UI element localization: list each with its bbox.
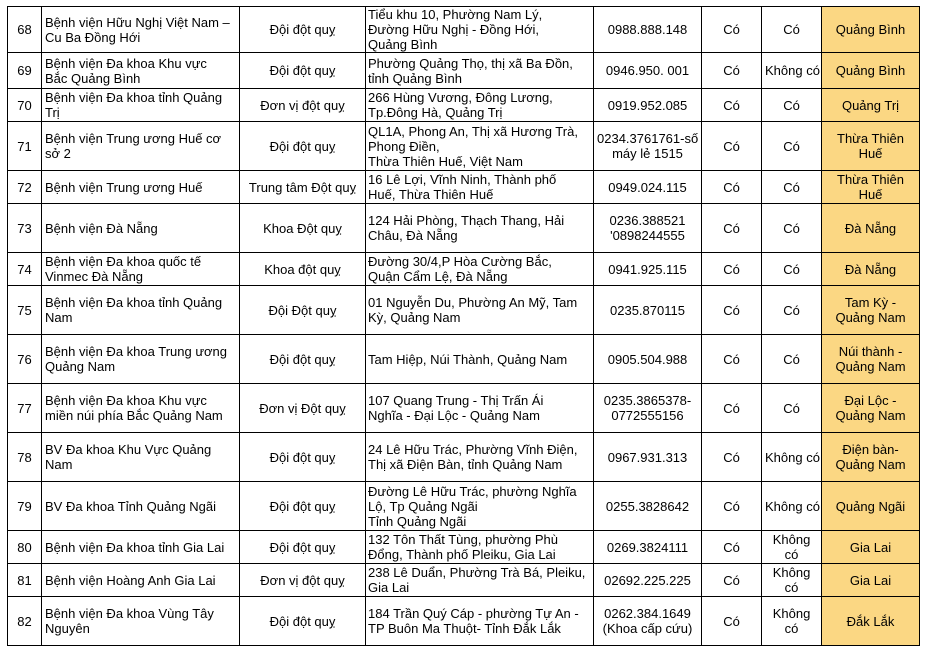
availability-col-1-cell — [702, 335, 762, 384]
hospital-name-cell — [42, 53, 240, 89]
province-line: Quảng Nam — [835, 359, 906, 374]
province-line: Đà Nẵng — [844, 220, 897, 236]
availability-col-2-cell — [762, 253, 822, 286]
hospital-name-line: Nam — [45, 457, 73, 472]
address-cell — [366, 597, 594, 646]
phone-number-line: 0772555156 — [611, 408, 684, 423]
phone-number-line: 0905.504.988 — [607, 351, 688, 367]
phone-number-cell — [594, 204, 702, 253]
availability-col-2-line: Không — [772, 532, 811, 547]
table-row — [8, 171, 920, 204]
address-line: Thừa Thiên Huế, Việt Nam — [368, 153, 523, 169]
address-cell — [366, 122, 594, 171]
province-cell — [822, 122, 920, 171]
address-cell — [366, 531, 594, 564]
stroke-unit-type-line: Đội đột quỵ — [269, 498, 336, 514]
address-cell — [366, 53, 594, 89]
hospital-name-line: Bệnh viện Trung ương Huế — [45, 179, 203, 195]
phone-number-line: 0255.3828642 — [605, 498, 690, 514]
hospital-name-line: Nguyên — [45, 621, 90, 636]
province-line: Tam Kỳ - — [844, 295, 897, 310]
table-row — [8, 286, 920, 335]
address-cell — [366, 204, 594, 253]
address-line: Gia Lai — [368, 580, 410, 595]
address-cell — [366, 564, 594, 597]
hospital-name-line: Trị — [45, 105, 60, 120]
availability-col-1-line: Có — [723, 613, 740, 629]
availability-col-2-cell — [762, 7, 822, 53]
availability-col-1-line: Có — [723, 539, 740, 555]
province-line: Huế — [858, 187, 883, 202]
stroke-unit-type-line: Đội đột quỵ — [269, 63, 336, 78]
address-line: Huế, Thừa Thiên Huế — [368, 187, 494, 202]
address-line: Lộ, Tp Quảng Ngãi — [368, 498, 478, 514]
row-number-cell: 72 — [8, 171, 42, 204]
hospital-name-line: Bệnh viện Đa khoa Trung ương — [45, 344, 228, 359]
availability-col-1-cell — [702, 286, 762, 335]
phone-number-line: 0234.3761761-số — [597, 131, 699, 146]
hospital-name-line: sở 2 — [45, 146, 71, 161]
availability-col-2-cell — [762, 384, 822, 433]
availability-col-2-cell — [762, 564, 822, 597]
address-line: 24 Lê Hữu Trác, Phường Vĩnh Điện, — [368, 442, 578, 457]
row-number-cell: 78 — [8, 433, 42, 482]
province-cell — [822, 89, 920, 122]
hospital-name-line: Bắc Quảng Bình — [45, 70, 141, 86]
province-line: Quảng Ngãi — [835, 498, 906, 514]
address-cell — [366, 433, 594, 482]
phone-number-cell — [594, 482, 702, 531]
hospital-name-cell — [42, 335, 240, 384]
address-line: Nghĩa - Đại Lộc - Quảng Nam — [368, 408, 540, 423]
stroke-unit-type-line: Đơn vị đột quỵ — [260, 97, 345, 113]
availability-col-1-cell — [702, 204, 762, 253]
phone-number-cell — [594, 433, 702, 482]
province-line: Gia Lai — [849, 572, 892, 588]
availability-col-2-cell — [762, 482, 822, 531]
availability-col-1-line: Có — [723, 97, 740, 113]
address-line: 132 Tôn Thất Tùng, phường Phù — [368, 532, 558, 547]
hospital-name-line: Bệnh viện Trung ương Huế cơ — [45, 131, 222, 146]
availability-col-2-cell — [762, 122, 822, 171]
hospital-name-cell — [42, 286, 240, 335]
stroke-unit-type-cell — [240, 253, 366, 286]
province-cell — [822, 482, 920, 531]
hospital-name-cell — [42, 384, 240, 433]
table-row — [8, 7, 920, 53]
address-line: 16 Lê Lợi, Vĩnh Ninh, Thành phố — [368, 172, 557, 187]
availability-col-2-cell — [762, 531, 822, 564]
stroke-unit-type-line: Khoa đột quỵ — [264, 261, 341, 277]
stroke-unit-type-cell — [240, 204, 366, 253]
phone-number-cell — [594, 122, 702, 171]
phone-number-line: 0236.388521 — [609, 213, 686, 228]
stroke-unit-type-cell — [240, 531, 366, 564]
availability-col-1-cell — [702, 53, 762, 89]
availability-col-2-line: Có — [783, 97, 800, 113]
hospital-name-line: BV Đa khoa Tỉnh Quảng Ngãi — [45, 498, 217, 514]
hospital-name-cell — [42, 433, 240, 482]
address-line: Đường Lê Hữu Trác, phường Nghĩa — [368, 483, 577, 499]
phone-number-line: 0967.931.313 — [607, 449, 688, 465]
table-body — [8, 7, 920, 646]
address-line: Tam Hiệp, Núi Thành, Quảng Nam — [368, 351, 568, 367]
province-line: Quảng Nam — [835, 310, 906, 325]
province-cell — [822, 384, 920, 433]
stroke-unit-type-cell — [240, 597, 366, 646]
availability-col-1-line: Có — [723, 261, 740, 277]
address-line: Đổng, Thành phố Pleiku, Gia Lai — [368, 547, 556, 562]
hospital-name-cell — [42, 204, 240, 253]
row-number-cell: 77 — [8, 384, 42, 433]
availability-col-2-line: Có — [783, 400, 800, 416]
hospital-name-cell — [42, 122, 240, 171]
table-row — [8, 122, 920, 171]
address-cell — [366, 482, 594, 531]
availability-col-1-line: Có — [723, 351, 740, 367]
hospital-name-line: Bệnh viện Hoàng Anh Gia Lai — [45, 572, 216, 588]
hospital-name-line: Quảng Nam — [45, 359, 116, 374]
hospital-name-line: Bệnh viện Đà Nẵng — [45, 220, 158, 236]
province-line: Huế — [858, 146, 883, 161]
phone-number-line: máy lẻ 1515 — [612, 146, 683, 161]
phone-number-line: 0919.952.085 — [607, 97, 688, 113]
hospital-name-line: Bệnh viện Đa khoa tỉnh Gia Lai — [45, 539, 225, 555]
hospital-name-line: Cu Ba Đồng Hới — [45, 29, 141, 45]
availability-col-2-line: Không có — [765, 449, 820, 465]
phone-number-line: '0898244555 — [610, 228, 685, 243]
province-line: Đại Lộc - — [844, 393, 897, 408]
availability-col-2-line: có — [784, 547, 799, 562]
table-row — [8, 204, 920, 253]
table-row — [8, 253, 920, 286]
address-line: TP Buôn Ma Thuột- Tỉnh Đắk Lắk — [368, 621, 561, 636]
stroke-unit-type-line: Đội đột quỵ — [269, 539, 336, 555]
hospital-name-line: Bệnh viện Đa khoa tỉnh Quảng — [45, 295, 223, 310]
phone-number-line: 0235.3865378- — [603, 393, 692, 408]
table-row — [8, 335, 920, 384]
row-number-cell: 70 — [8, 89, 42, 122]
phone-number-line: 0269.3824111 — [606, 539, 689, 555]
stroke-unit-type-cell — [240, 335, 366, 384]
phone-number-cell — [594, 89, 702, 122]
phone-number-line: (Khoa cấp cứu) — [602, 621, 693, 636]
table-row — [8, 53, 920, 89]
availability-col-1-line: Có — [723, 22, 740, 37]
stroke-unit-type-line: Đội đột quỵ — [269, 138, 336, 154]
stroke-unit-type-line: Trung tâm Đột quỵ — [248, 179, 357, 195]
stroke-unit-type-line: Đơn vị Đột quỵ — [259, 400, 346, 416]
stroke-unit-type-line: Khoa Đột quỵ — [263, 220, 342, 236]
phone-number-line: 0235.870115 — [610, 302, 685, 318]
hospital-name-cell — [42, 171, 240, 204]
row-number-cell: 82 — [8, 597, 42, 646]
availability-col-1-line: Có — [723, 449, 740, 465]
availability-col-2-line: Có — [783, 220, 800, 236]
hospital-name-cell — [42, 564, 240, 597]
address-line: 266 Hùng Vương, Đông Lương, — [368, 90, 553, 105]
availability-col-2-line: Có — [783, 261, 800, 277]
province-line: Quảng Nam — [835, 457, 906, 472]
availability-col-2-cell — [762, 204, 822, 253]
row-number-cell: 76 — [8, 335, 42, 384]
province-cell — [822, 253, 920, 286]
availability-col-1-cell — [702, 171, 762, 204]
address-line: Quảng Bình — [368, 37, 438, 52]
hospital-name-cell — [42, 7, 240, 53]
stroke-hospital-table — [7, 6, 920, 646]
address-line: Thị xã Điện Bàn, tỉnh Quảng Nam — [368, 457, 563, 472]
phone-number-cell — [594, 253, 702, 286]
availability-col-2-line: Không có — [765, 498, 820, 514]
province-cell — [822, 53, 920, 89]
phone-number-line: 02692.225.225 — [604, 572, 691, 588]
availability-col-1-line: Có — [723, 179, 740, 195]
hospital-name-line: Bệnh viện Đa khoa Vùng Tây — [45, 606, 214, 621]
stroke-unit-type-cell — [240, 384, 366, 433]
row-number-cell: 69 — [8, 53, 42, 89]
province-line: Đà Nẵng — [844, 261, 897, 277]
availability-col-2-line: Có — [783, 351, 800, 367]
row-number-cell: 75 — [8, 286, 42, 335]
address-cell — [366, 89, 594, 122]
province-line: Đắk Lắk — [846, 613, 895, 629]
availability-col-2-line: Có — [783, 302, 800, 318]
table-row — [8, 384, 920, 433]
hospital-name-cell — [42, 531, 240, 564]
address-line: Kỳ, Quảng Nam — [368, 310, 461, 325]
row-number-cell: 68 — [8, 7, 42, 53]
availability-col-1-cell — [702, 531, 762, 564]
availability-col-1-line: Có — [723, 400, 740, 416]
province-line: Gia Lai — [849, 539, 892, 555]
hospital-name-cell — [42, 482, 240, 531]
address-line: 238 Lê Duẩn, Phường Trà Bá, Pleiku, — [368, 565, 586, 580]
availability-col-2-cell — [762, 433, 822, 482]
phone-number-line: 0949.024.115 — [608, 179, 687, 195]
availability-col-2-line: Không — [772, 565, 811, 580]
province-cell — [822, 7, 920, 53]
row-number-cell: 79 — [8, 482, 42, 531]
availability-col-1-line: Có — [723, 572, 740, 588]
hospital-name-line: Bệnh viện Đa khoa Khu vực — [45, 55, 207, 71]
availability-col-1-line: Có — [723, 138, 740, 154]
hospital-name-cell — [42, 89, 240, 122]
table-row — [8, 564, 920, 597]
phone-number-cell — [594, 171, 702, 204]
address-line: Đường 30/4,P Hòa Cường Bắc, — [368, 254, 552, 269]
address-cell — [366, 384, 594, 433]
address-line: Phường Quảng Thọ, thị xã Ba Đồn, — [368, 55, 573, 71]
availability-col-2-line: có — [784, 580, 799, 595]
availability-col-2-cell — [762, 171, 822, 204]
phone-number-line: 0988.888.148 — [607, 22, 688, 37]
province-line: Điện bàn- — [842, 442, 899, 457]
province-line: Quảng Nam — [835, 408, 906, 423]
province-line: Thừa Thiên — [837, 172, 904, 187]
availability-col-1-cell — [702, 253, 762, 286]
stroke-unit-type-line: Đơn vị đột quỵ — [260, 572, 345, 588]
province-cell — [822, 597, 920, 646]
hospital-name-line: Bệnh viện Đa khoa Khu vực — [45, 393, 207, 408]
address-line: 01 Nguyễn Du, Phường An Mỹ, Tam — [368, 295, 578, 310]
availability-col-1-cell — [702, 384, 762, 433]
province-cell — [822, 286, 920, 335]
row-number-cell: 74 — [8, 253, 42, 286]
province-line: Quảng Bình — [835, 22, 906, 37]
phone-number-cell — [594, 286, 702, 335]
stroke-unit-type-cell — [240, 286, 366, 335]
address-line: Châu, Đà Nẵng — [368, 228, 458, 243]
address-cell — [366, 335, 594, 384]
address-line: Tiểu khu 10, Phường Nam Lý, — [368, 7, 543, 22]
availability-col-2-line: Có — [783, 179, 800, 195]
availability-col-1-cell — [702, 7, 762, 53]
availability-col-1-cell — [702, 597, 762, 646]
availability-col-1-cell — [702, 122, 762, 171]
stroke-unit-type-cell — [240, 433, 366, 482]
table-row — [8, 482, 920, 531]
address-cell — [366, 286, 594, 335]
address-cell — [366, 253, 594, 286]
availability-col-2-line: có — [784, 621, 799, 636]
hospital-name-line: Bệnh viện Đa khoa tỉnh Quảng — [45, 90, 223, 105]
phone-number-cell — [594, 564, 702, 597]
province-cell — [822, 564, 920, 597]
availability-col-2-cell — [762, 597, 822, 646]
hospital-name-line: Vinmec Đà Nẵng — [45, 269, 144, 284]
stroke-unit-type-line: Đội đột quỵ — [269, 613, 336, 629]
stroke-unit-type-line: Đội Đột quỵ — [268, 302, 337, 318]
province-cell — [822, 171, 920, 204]
availability-col-2-cell — [762, 89, 822, 122]
phone-number-cell — [594, 335, 702, 384]
address-cell — [366, 171, 594, 204]
address-line: QL1A, Phong An, Thị xã Hương Trà, — [368, 123, 578, 139]
province-line: Quảng Bình — [835, 63, 906, 78]
phone-number-cell — [594, 7, 702, 53]
stroke-unit-type-cell — [240, 122, 366, 171]
hospital-name-line: Bệnh viện Hữu Nghị Việt Nam – — [45, 14, 230, 30]
stroke-unit-type-cell — [240, 564, 366, 597]
availability-col-2-line: Không — [772, 606, 811, 621]
availability-col-2-line: Có — [783, 22, 800, 37]
province-line: Thừa Thiên — [837, 131, 904, 146]
phone-number-line: 0946.950. 001 — [605, 63, 690, 78]
availability-col-1-cell — [702, 89, 762, 122]
row-number-cell: 81 — [8, 564, 42, 597]
availability-col-1-line: Có — [723, 63, 740, 78]
phone-number-cell — [594, 384, 702, 433]
availability-col-1-cell — [702, 564, 762, 597]
address-line: Quận Cẩm Lệ, Đà Nẵng — [368, 269, 508, 284]
hospital-name-line: Bệnh viện Đa khoa quốc tế — [45, 254, 202, 269]
stroke-unit-type-line: Đội đột quỵ — [269, 449, 336, 465]
phone-number-cell — [594, 53, 702, 89]
availability-col-2-cell — [762, 335, 822, 384]
phone-number-cell — [594, 531, 702, 564]
availability-col-2-cell — [762, 53, 822, 89]
province-cell — [822, 531, 920, 564]
stroke-unit-type-line: Đội đột quỵ — [269, 351, 336, 367]
stroke-unit-type-cell — [240, 482, 366, 531]
availability-col-2-line: Có — [783, 138, 800, 154]
hospital-name-line: miền núi phía Bắc Quảng Nam — [45, 408, 223, 423]
stroke-unit-type-cell — [240, 89, 366, 122]
hospital-name-cell — [42, 597, 240, 646]
stroke-unit-type-cell — [240, 7, 366, 53]
availability-col-1-cell — [702, 433, 762, 482]
availability-col-2-line: Không có — [765, 63, 820, 78]
stroke-unit-type-cell — [240, 53, 366, 89]
row-number-cell: 73 — [8, 204, 42, 253]
availability-col-1-line: Có — [723, 302, 740, 318]
hospital-name-cell — [42, 253, 240, 286]
row-number-cell: 80 — [8, 531, 42, 564]
stroke-unit-type-line: Đội đột quỵ — [269, 22, 336, 37]
table-row — [8, 597, 920, 646]
table-row — [8, 433, 920, 482]
availability-col-1-cell — [702, 482, 762, 531]
address-line: Đường Hữu Nghị - Đồng Hới, — [368, 22, 540, 37]
address-line: 124 Hải Phòng, Thạch Thang, Hải — [368, 213, 565, 228]
table-row — [8, 89, 920, 122]
availability-col-1-line: Có — [723, 498, 740, 514]
phone-number-line: 0262.384.1649 — [604, 606, 691, 621]
province-line: Núi thành - — [838, 344, 903, 359]
phone-number-line: 0941.925.115 — [608, 261, 687, 277]
row-number-cell: 71 — [8, 122, 42, 171]
address-line: Tp.Đông Hà, Quảng Trị — [368, 105, 503, 120]
hospital-name-line: BV Đa khoa Khu Vực Quảng — [45, 442, 212, 457]
availability-col-1-line: Có — [723, 220, 740, 236]
province-line: Quảng Trị — [841, 97, 900, 113]
availability-col-2-cell — [762, 286, 822, 335]
phone-number-cell — [594, 597, 702, 646]
province-cell — [822, 204, 920, 253]
hospital-name-line: Nam — [45, 310, 73, 325]
address-line: 184 Trần Quý Cáp - phường Tự An - — [368, 606, 579, 621]
province-cell — [822, 433, 920, 482]
address-line: tỉnh Quảng Bình — [368, 70, 462, 86]
province-cell — [822, 335, 920, 384]
table-row — [8, 531, 920, 564]
address-line: Phong Điền, — [368, 138, 440, 154]
stroke-unit-type-cell — [240, 171, 366, 204]
address-cell — [366, 7, 594, 53]
address-line: 107 Quang Trung - Thị Trấn Ái — [368, 393, 544, 408]
address-line: Tỉnh Quảng Ngãi — [368, 513, 467, 529]
